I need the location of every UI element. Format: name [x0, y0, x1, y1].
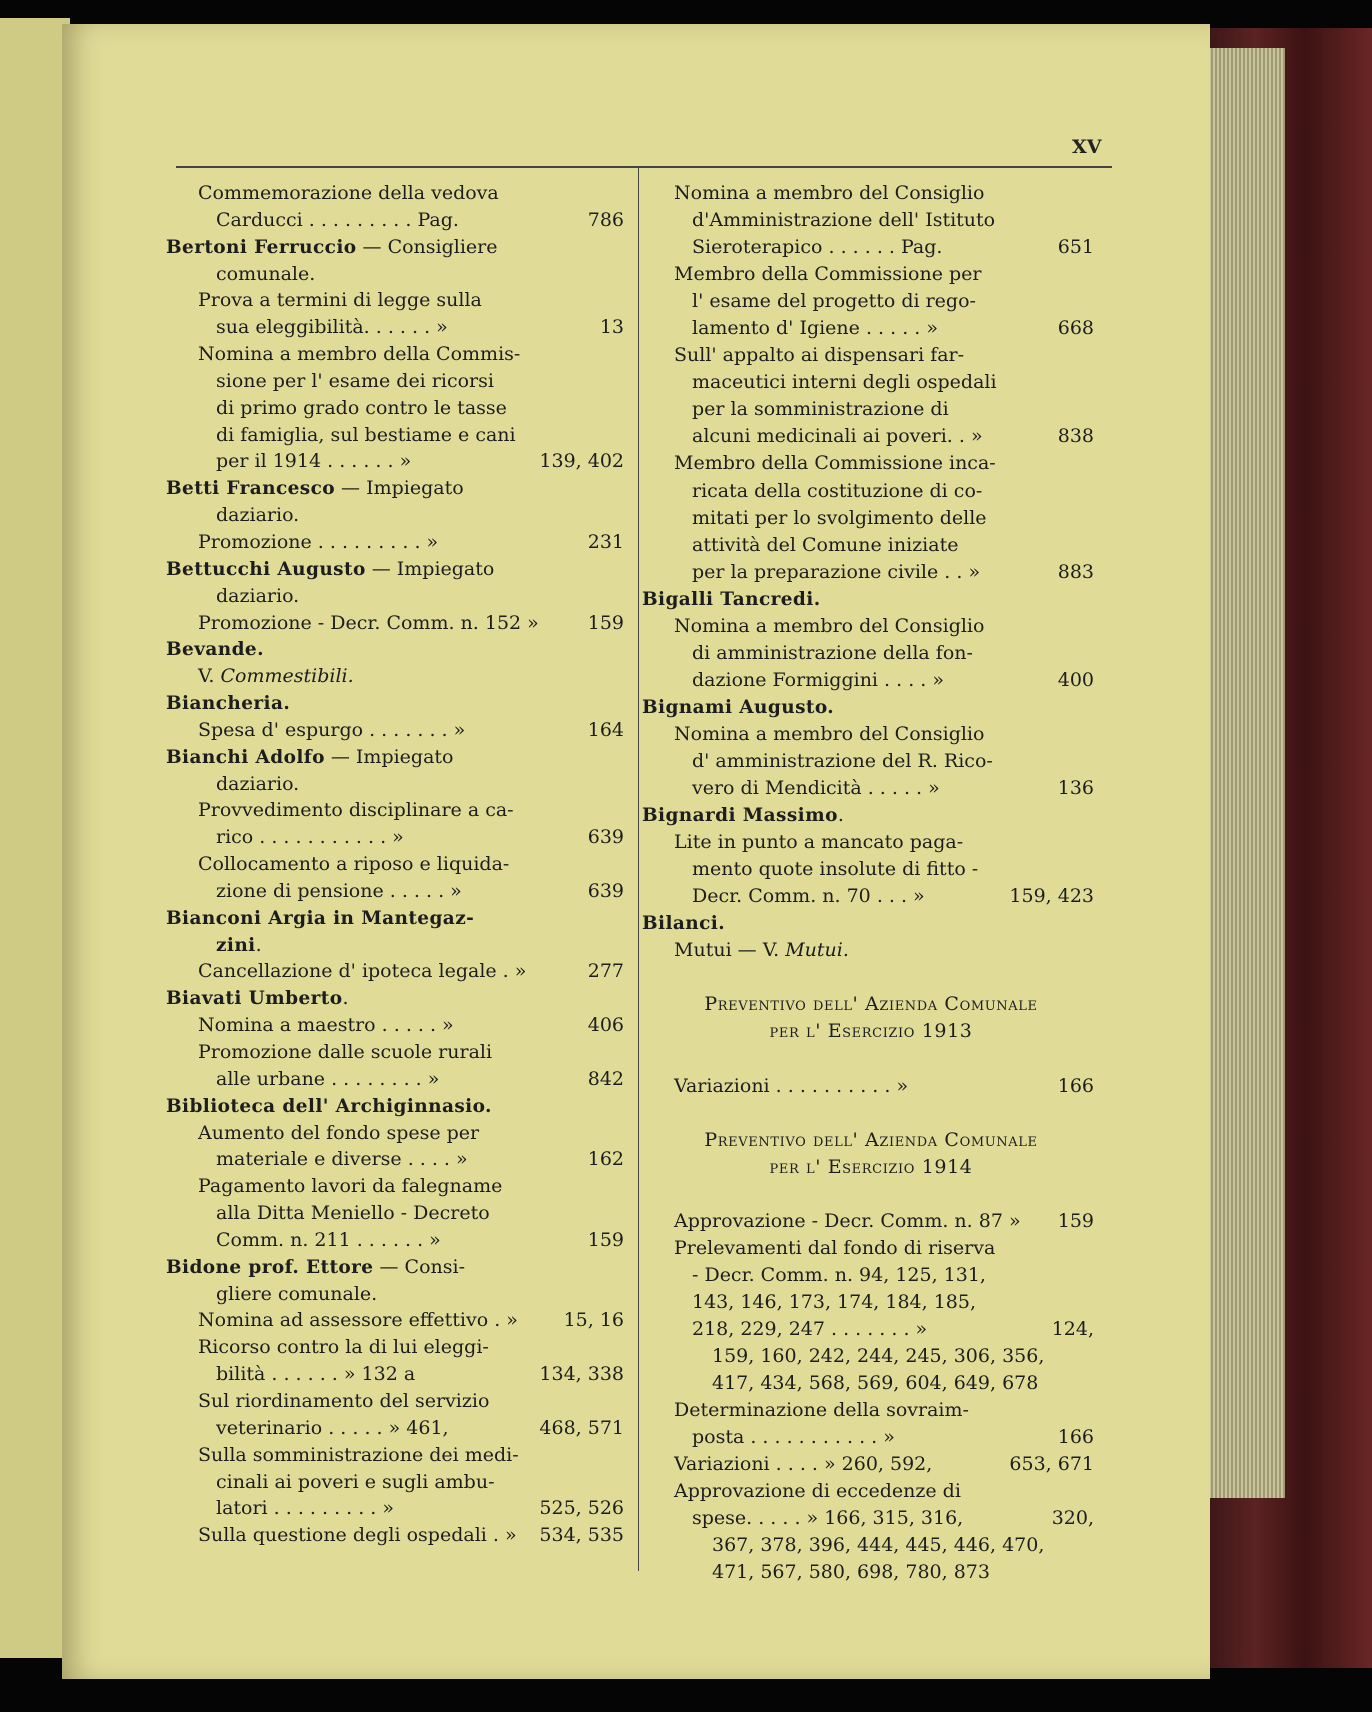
entry-text: Variazioni . . . . . . . . . . »: [674, 1074, 909, 1097]
entry-text: sua eleggibilità. . . . . . »: [216, 316, 448, 339]
entry-text: attività del Comune iniziate: [692, 533, 959, 556]
entry-text: Aumento del fondo spese per: [198, 1121, 480, 1144]
index-line: [166, 663, 630, 690]
entry-description: .: [342, 987, 349, 1010]
index-line: [166, 1522, 630, 1549]
index-line: [642, 883, 1100, 910]
page-reference: 166: [1057, 1426, 1094, 1449]
entry-text: alcuni medicinali ai poveri. . »: [692, 425, 983, 448]
cross-reference: Commestibili.: [220, 665, 354, 688]
entry-text: daziario.: [216, 772, 300, 795]
entry-text: per il 1914 . . . . . . »: [216, 450, 412, 473]
index-line: [166, 1442, 630, 1469]
entry-text: spese. . . . . » 166, 315, 316,: [692, 1507, 964, 1530]
entry-text: 143, 146, 173, 174, 184, 185,: [692, 1290, 977, 1313]
page-reference: 842: [587, 1067, 624, 1090]
index-line: [642, 1073, 1100, 1100]
index-line: [166, 690, 630, 717]
entry-description: — Impiegato: [365, 557, 495, 580]
entry-text: Promozione . . . . . . . . . »: [198, 530, 439, 553]
index-line: [642, 964, 1100, 991]
index-line: [642, 1235, 1100, 1262]
index-line: [642, 1181, 1100, 1208]
entry-text: Approvazione - Decr. Comm. n. 87 »: [674, 1209, 1021, 1232]
index-line: [642, 775, 1100, 802]
entry-text: lamento d' Igiene . . . . . »: [692, 317, 938, 340]
entry-name: Bignami Augusto.: [642, 696, 835, 718]
entry-text: Mutui — V.: [674, 939, 786, 962]
index-line: [642, 478, 1100, 505]
index-line: [642, 505, 1100, 532]
section-heading: per l' Esercizio 1914: [769, 1155, 973, 1178]
index-line: [166, 958, 630, 985]
entry-text: 218, 229, 247 . . . . . . . »: [692, 1317, 928, 1340]
page-reference: 159: [587, 611, 624, 634]
index-line: [166, 234, 630, 261]
entry-description: .: [255, 933, 262, 956]
page-reference: 162: [587, 1148, 624, 1171]
entry-text: l' esame del progetto di rego-: [692, 290, 976, 313]
page-reference: 468, 571: [539, 1416, 624, 1439]
index-line: [642, 1262, 1100, 1289]
entry-description: — Impiegato: [324, 745, 454, 768]
entry-text: Pagamento lavori da falegname: [198, 1175, 503, 1198]
index-line: [642, 180, 1100, 207]
entry-name: Biavati Umberto: [166, 988, 343, 1010]
entry-text: comunale.: [216, 262, 316, 285]
entry-description: — Impiegato: [335, 477, 464, 500]
index-line: [642, 748, 1100, 775]
index-line: [642, 721, 1100, 748]
index-line: [166, 207, 630, 234]
index-line: [642, 1046, 1100, 1073]
entry-name: Bianconi Argia in Mantegaz-: [166, 907, 475, 929]
entry-text: zione di pensione . . . . . »: [216, 879, 462, 902]
entry-text: bilità . . . . . . » 132 a: [216, 1363, 416, 1386]
entry-name: Bianchi Adolfo: [166, 746, 325, 768]
entry-text: Ricorso contro la di lui eleggi-: [198, 1336, 489, 1359]
index-line: [642, 261, 1100, 288]
page-reference: 277: [587, 960, 624, 983]
entry-description: — Consigliere: [356, 235, 498, 258]
page-reference: 164: [587, 718, 624, 741]
entry-text: Sull' appalto ai dispensari far-: [674, 344, 965, 367]
entry-name: Biancheria.: [166, 693, 291, 715]
entry-name: Bidone prof. Ettore: [166, 1256, 374, 1278]
page-reference: 653, 671: [1009, 1453, 1094, 1476]
index-line: [166, 1388, 630, 1415]
entry-text: Membro della Commissione inca-: [674, 452, 996, 475]
entry-text: Sulla somministrazione dei medi-: [198, 1443, 519, 1466]
entry-text: daziario.: [216, 584, 300, 607]
index-line: [166, 395, 630, 422]
index-line: [642, 450, 1100, 477]
entry-text: Decr. Comm. n. 70 . . . »: [692, 885, 925, 908]
index-line: [642, 856, 1100, 883]
index-line: [642, 1532, 1100, 1559]
index-line: [642, 532, 1100, 559]
index-line: [642, 369, 1100, 396]
index-line: [166, 851, 630, 878]
index-line: [166, 1469, 630, 1496]
entry-text: daziario.: [216, 504, 300, 527]
index-line: [166, 448, 630, 475]
entry-text: Commemorazione della vedova: [198, 182, 499, 204]
entry-text: Provvedimento disciplinare a ca-: [198, 799, 514, 822]
entry-text: Sul riordinamento del servizio: [198, 1389, 490, 1412]
entry-text: sione per l' esame dei ricorsi: [216, 369, 494, 392]
index-line: [642, 423, 1100, 450]
index-line: [166, 1012, 630, 1039]
index-line: [642, 288, 1100, 315]
entry-text: Approvazione di eccedenze di: [674, 1480, 961, 1503]
page-reference: 786: [587, 208, 624, 231]
page-reference: 525, 526: [539, 1497, 624, 1520]
index-line: [166, 1361, 630, 1388]
index-line: [642, 1100, 1100, 1127]
entry-text: Lite in punto a mancato paga-: [674, 831, 964, 854]
index-line: [166, 1093, 630, 1120]
index-line: [166, 1495, 630, 1522]
entry-text: di amministrazione della fon-: [692, 641, 973, 664]
index-line: [166, 1039, 630, 1066]
index-line: [642, 1505, 1100, 1532]
section-heading: per l' Esercizio 1913: [769, 1020, 973, 1043]
index-line: [642, 1451, 1100, 1478]
entry-text: maceutici interni degli ospedali: [692, 371, 997, 394]
index-line: [166, 287, 630, 314]
entry-text: latori . . . . . . . . . »: [216, 1497, 395, 1520]
index-line: [166, 583, 630, 610]
index-line: [166, 717, 630, 744]
entry-text: 367, 378, 396, 444, 445, 446, 470,: [712, 1534, 1045, 1557]
index-line: [642, 1208, 1100, 1235]
index-line: [166, 824, 630, 851]
index-line: [166, 341, 630, 368]
page-reference: 159, 423: [1009, 885, 1094, 908]
entry-name: Biblioteca dell' Archiginnasio.: [166, 1095, 492, 1117]
page-reference: 320,: [1051, 1507, 1094, 1530]
entry-text: veterinario . . . . . » 461,: [216, 1416, 449, 1439]
entry-text: Membro della Commissione per: [674, 263, 982, 286]
page-reference: 534, 535: [539, 1524, 624, 1547]
index-line: [166, 636, 630, 663]
index-line: [166, 905, 630, 932]
index-line: [166, 1146, 630, 1173]
entry-text: Nomina ad assessore effettivo . »: [198, 1309, 518, 1332]
index-line: [642, 910, 1100, 937]
index-line: [166, 878, 630, 905]
index-line: [642, 613, 1100, 640]
index-line: [642, 1370, 1100, 1397]
index-line: [166, 1066, 630, 1093]
entry-text: per la somministrazione di: [692, 398, 949, 421]
index-column-left: [166, 180, 630, 1549]
page-reference: 400: [1057, 668, 1094, 691]
index-line: [166, 529, 630, 556]
entry-text: per la preparazione civile . . »: [692, 560, 981, 583]
index-line: [166, 422, 630, 449]
page-reference: 136: [1057, 777, 1094, 800]
entry-text: alle urbane . . . . . . . . »: [216, 1067, 440, 1090]
index-line: [642, 1289, 1100, 1316]
entry-text: Nomina a membro del Consiglio: [674, 722, 985, 745]
index-line: [642, 234, 1100, 261]
index-line: [642, 1154, 1100, 1181]
entry-text: Promozione dalle scuole rurali: [198, 1041, 493, 1063]
entry-text: Cancellazione d' ipoteca legale . »: [198, 960, 527, 983]
index-line: [642, 342, 1100, 369]
index-line: [166, 475, 630, 502]
index-line: [642, 559, 1100, 586]
index-line: [642, 694, 1100, 721]
header-rule: [176, 166, 1112, 168]
entry-text: V.: [198, 665, 221, 688]
entry-text: Nomina a membro del Consiglio: [674, 182, 985, 204]
entry-text: d'Amministrazione dell' Istituto: [692, 209, 996, 232]
entry-text: Carducci . . . . . . . . . Pag.: [216, 208, 459, 231]
index-line: [166, 556, 630, 583]
page-reference: 639: [587, 826, 624, 849]
index-line: [166, 1334, 630, 1361]
section-heading: Preventivo dell' Azienda Comunale: [704, 993, 1038, 1016]
index-line: [166, 985, 630, 1012]
entry-text: Sulla questione degli ospedali . »: [198, 1524, 517, 1547]
index-line: [642, 1478, 1100, 1505]
page-reference: 13: [599, 316, 624, 339]
entry-description: — Consi-: [373, 1255, 465, 1278]
page-reference: 15, 16: [563, 1309, 624, 1332]
entry-text: Nomina a membro della Commis-: [198, 343, 521, 366]
index-line: [166, 1173, 630, 1200]
index-line: [166, 502, 630, 529]
entry-text: 471, 567, 580, 698, 780, 873: [712, 1561, 990, 1584]
index-line: [166, 368, 630, 395]
index-line: [166, 1227, 630, 1254]
index-line: [642, 1343, 1100, 1370]
entry-text: Sieroterapico . . . . . . Pag.: [692, 236, 943, 259]
index-line: [642, 315, 1100, 342]
entry-text: gliere comunale.: [216, 1282, 378, 1305]
entry-text: dazione Formiggini . . . . »: [692, 668, 944, 691]
index-line: [642, 1397, 1100, 1424]
index-line: [166, 932, 630, 959]
entry-text: Comm. n. 211 . . . . . . »: [216, 1228, 441, 1251]
entry-text: di primo grado contro le tasse: [216, 396, 507, 419]
page-reference: 231: [587, 530, 624, 553]
entry-text: Nomina a maestro . . . . . »: [198, 1014, 454, 1037]
entry-text: - Decr. Comm. n. 94, 125, 131,: [692, 1263, 986, 1286]
entry-name: zini: [216, 934, 256, 956]
page-reference: 124,: [1051, 1317, 1094, 1340]
page-edges: [1205, 48, 1285, 1498]
entry-text: rico . . . . . . . . . . . »: [216, 826, 404, 849]
entry-text: posta . . . . . . . . . . . »: [692, 1426, 895, 1449]
entry-text: materiale e diverse . . . . »: [216, 1148, 468, 1171]
index-line: [642, 586, 1100, 613]
page-reference: 166: [1057, 1074, 1094, 1097]
entry-text: Prelevamenti dal fondo di riserva: [674, 1236, 996, 1259]
page-reference: 668: [1057, 317, 1094, 340]
entry-name: Bettucchi Augusto: [166, 558, 366, 580]
entry-text: Promozione - Decr. Comm. n. 152 »: [198, 611, 539, 634]
index-line: [642, 829, 1100, 856]
page-reference: 639: [587, 879, 624, 902]
entry-name: Betti Francesco: [166, 478, 336, 500]
index-line: [642, 640, 1100, 667]
index-line: [642, 1127, 1100, 1154]
index-line: [642, 396, 1100, 423]
index-line: [642, 1559, 1100, 1586]
index-line: [166, 744, 630, 771]
index-line: [166, 1254, 630, 1281]
index-line: [166, 314, 630, 341]
entry-text: Nomina a membro del Consiglio: [674, 614, 985, 637]
index-line: [642, 1424, 1100, 1451]
entry-text: mento quote insolute di fitto -: [692, 858, 979, 881]
index-line: [166, 261, 630, 288]
index-line: [166, 1200, 630, 1227]
index-line: [166, 797, 630, 824]
section-heading: Preventivo dell' Azienda Comunale: [704, 1128, 1038, 1151]
index-line: [166, 1120, 630, 1147]
index-line: [166, 771, 630, 798]
page-reference: 134, 338: [539, 1363, 624, 1386]
entry-name: Bevande.: [166, 639, 264, 661]
index-column-right: [642, 180, 1100, 1586]
entry-text: vero di Mendicità . . . . . »: [692, 777, 940, 800]
index-line: [642, 667, 1100, 694]
page-reference: 406: [587, 1014, 624, 1037]
entry-name: Bigalli Tancredi.: [642, 588, 821, 610]
entry-text: 417, 434, 568, 569, 604, 649, 678: [712, 1372, 1039, 1395]
entry-text: alla Ditta Meniello - Decreto: [216, 1202, 490, 1225]
entry-text: Spesa d' espurgo . . . . . . . »: [198, 718, 466, 741]
page-reference: 883: [1057, 560, 1094, 583]
index-line: [166, 180, 630, 207]
cross-reference: Mutui.: [785, 939, 849, 962]
index-line: [166, 1281, 630, 1308]
index-line: [642, 802, 1100, 829]
page-number: XV: [1072, 136, 1102, 158]
entry-text: ricata della costituzione di co-: [692, 479, 983, 502]
column-divider: [638, 166, 639, 1571]
index-line: [166, 1415, 630, 1442]
previous-page-edge: [0, 18, 70, 1658]
page-reference: 159: [1057, 1209, 1094, 1232]
entry-text: Collocamento a riposo e liquida-: [198, 853, 510, 876]
entry-name: Bertoni Ferruccio: [166, 236, 357, 258]
index-line: [166, 1307, 630, 1334]
entry-description: .: [837, 804, 844, 827]
entry-text: Variazioni . . . . » 260, 592,: [674, 1453, 933, 1476]
index-line: [166, 610, 630, 637]
index-line: [642, 1316, 1100, 1343]
entry-text: cinali ai poveri e sugli ambu-: [216, 1470, 495, 1493]
page-reference: 159: [587, 1228, 624, 1251]
entry-name: Bignardi Massimo: [642, 805, 838, 827]
entry-text: 159, 160, 242, 244, 245, 306, 356,: [712, 1345, 1045, 1368]
index-line: [642, 207, 1100, 234]
entry-text: Prova a termini di legge sulla: [198, 289, 482, 312]
entry-text: d' amministrazione del R. Rico-: [692, 749, 993, 772]
entry-text: Determinazione della sovraim-: [674, 1399, 969, 1422]
index-line: [642, 1018, 1100, 1045]
index-line: [642, 991, 1100, 1018]
entry-text: di famiglia, sul bestiame e cani: [216, 423, 516, 446]
page-reference: 838: [1057, 425, 1094, 448]
page-reference: 139, 402: [539, 450, 624, 473]
index-line: [642, 937, 1100, 964]
entry-name: Bilanci.: [642, 913, 726, 935]
entry-text: mitati per lo svolgimento delle: [692, 506, 987, 529]
page-reference: 651: [1057, 236, 1094, 259]
